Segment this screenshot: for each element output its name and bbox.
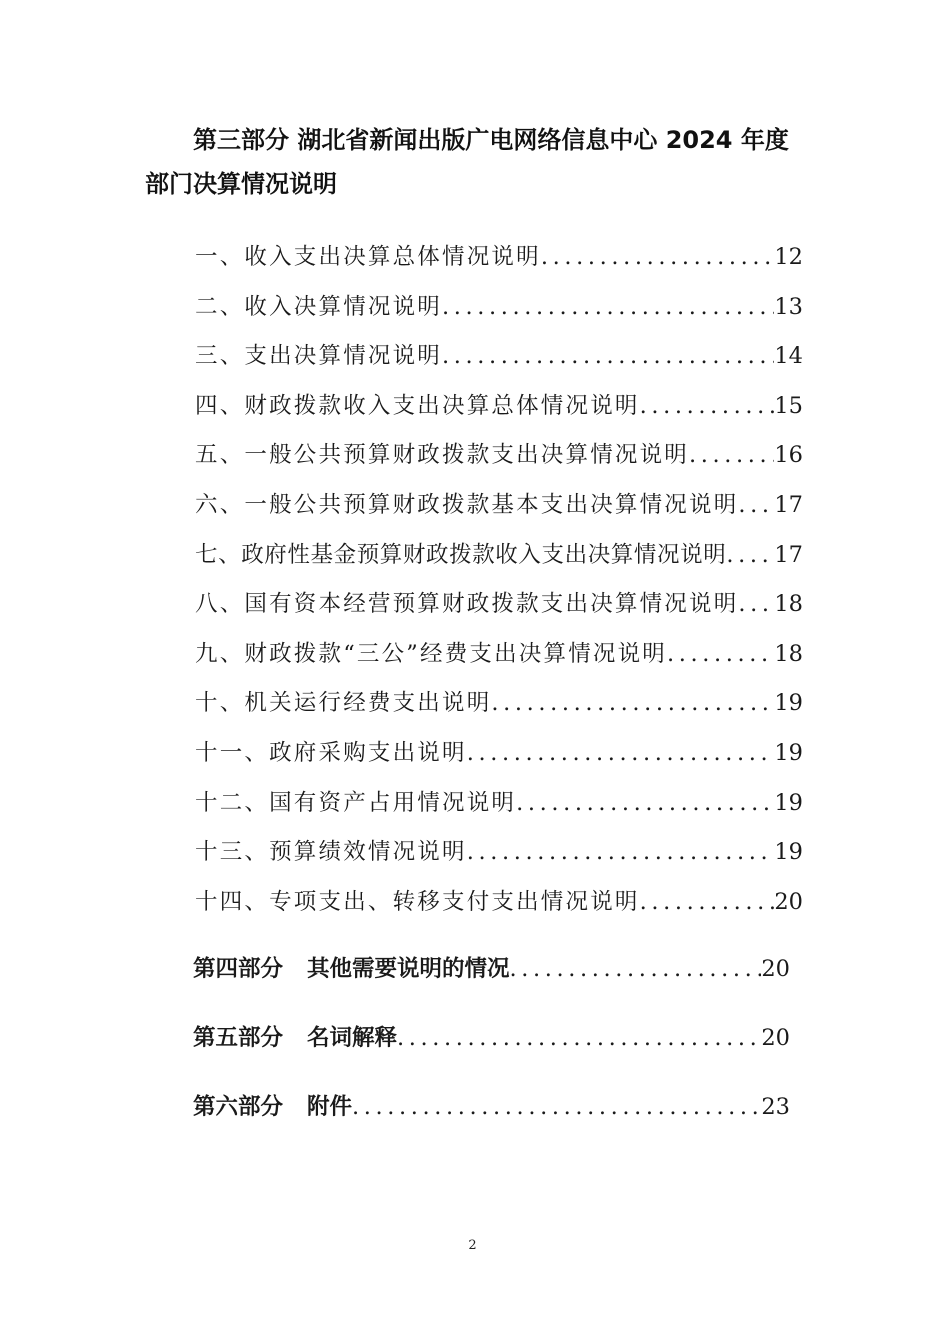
toc-entry[interactable] bbox=[195, 580, 803, 630]
toc-leader-dots bbox=[667, 630, 774, 680]
toc-entry-page: 18 bbox=[774, 591, 803, 618]
part-entry-label bbox=[193, 1004, 397, 1073]
toc-entry-page: 19 bbox=[774, 839, 803, 866]
toc-leader-dots bbox=[640, 878, 775, 928]
toc-entry-label: 三、支出决算情况说明 bbox=[195, 343, 443, 370]
toc-entry[interactable] bbox=[195, 481, 803, 531]
part-entry-page: 23 bbox=[761, 1094, 790, 1120]
toc-entry[interactable] bbox=[195, 729, 803, 779]
toc-entry-page: 17 bbox=[774, 491, 803, 518]
toc-leader-dots bbox=[738, 481, 774, 531]
part-entry[interactable] bbox=[193, 1004, 790, 1073]
toc-entry-label: 二、收入决算情况说明 bbox=[195, 293, 443, 320]
part-title: 其他需要说明的情况 bbox=[307, 956, 510, 982]
part-entry-label bbox=[193, 935, 510, 1004]
heading-line-1: 第三部分 湖北省新闻出版广电网络信息中心 2024 年度 bbox=[193, 126, 789, 154]
part-entry-page: 20 bbox=[761, 1025, 790, 1051]
part-entry[interactable] bbox=[193, 1073, 790, 1142]
toc-leader-dots bbox=[738, 580, 774, 630]
toc-entry-page: 12 bbox=[774, 244, 803, 270]
heading-line-2: 部门决算情况说明 bbox=[145, 170, 337, 198]
part-title: 名词解释 bbox=[307, 1025, 398, 1051]
toc-entry-page: 13 bbox=[774, 293, 803, 320]
toc-entry[interactable] bbox=[195, 630, 803, 680]
page-number: 2 bbox=[468, 1238, 477, 1253]
part-entry-page: 20 bbox=[761, 956, 790, 982]
toc-leader-dots bbox=[491, 679, 774, 729]
toc-leader-dots bbox=[726, 531, 774, 581]
toc-entry-page: 16 bbox=[774, 442, 803, 469]
toc-entry-label: 九、财政拨款“三公”经费支出决算情况说明 bbox=[195, 640, 668, 667]
toc-entry-label: 六、一般公共预算财政拨款基本支出决算情况说明 bbox=[195, 491, 739, 518]
toc-entry-label: 五、一般公共预算财政拨款支出决算情况说明 bbox=[195, 442, 690, 469]
toc-entry[interactable] bbox=[195, 878, 803, 928]
toc-entry-label: 十二、国有资产占用情况说明 bbox=[195, 789, 517, 816]
toc-entry-label: 十四、专项支出、转移支付支出情况说明 bbox=[195, 888, 640, 915]
part-leader-dots bbox=[510, 935, 762, 1004]
part-entry-label bbox=[193, 1073, 352, 1142]
toc-leader-dots bbox=[689, 431, 774, 481]
toc-entry-page: 20 bbox=[774, 888, 803, 915]
toc-entry-label: 十、机关运行经费支出说明 bbox=[195, 690, 492, 717]
part-leader-dots bbox=[352, 1073, 761, 1142]
toc-entry-page: 19 bbox=[774, 789, 803, 816]
toc-entry[interactable] bbox=[195, 233, 803, 283]
part-leader-dots bbox=[397, 1004, 761, 1073]
toc-entry-page: 18 bbox=[774, 640, 803, 667]
toc-entry-label: 一、收入支出决算总体情况说明 bbox=[195, 244, 541, 270]
part-title: 附件 bbox=[307, 1094, 353, 1120]
toc-entry[interactable] bbox=[195, 382, 803, 432]
toc-entry-page: 17 bbox=[774, 541, 803, 568]
toc-entry[interactable] bbox=[195, 283, 803, 333]
toc-leader-dots bbox=[442, 283, 774, 333]
toc-leader-dots bbox=[541, 233, 775, 283]
toc-entry[interactable] bbox=[195, 531, 803, 581]
toc-entry[interactable] bbox=[195, 779, 803, 829]
toc-entry-label: 七、政府性基金预算财政拨款收入支出决算情况说明 bbox=[195, 541, 727, 568]
part-list bbox=[193, 935, 790, 1142]
toc-entry[interactable] bbox=[195, 679, 803, 729]
toc-leader-dots bbox=[516, 779, 774, 829]
toc-leader-dots bbox=[467, 828, 775, 878]
toc-entry[interactable] bbox=[195, 828, 803, 878]
toc-leader-dots bbox=[467, 729, 775, 779]
toc-entry-page: 19 bbox=[774, 690, 803, 717]
table-of-contents bbox=[195, 233, 803, 927]
toc-leader-dots bbox=[442, 332, 774, 382]
part-entry[interactable] bbox=[193, 935, 790, 1004]
toc-entry-page: 19 bbox=[774, 739, 803, 766]
toc-entry-label: 十一、政府采购支出说明 bbox=[195, 739, 467, 766]
toc-entry-label: 四、财政拨款收入支出决算总体情况说明 bbox=[195, 392, 640, 419]
section-heading bbox=[145, 118, 805, 206]
toc-entry[interactable] bbox=[195, 431, 803, 481]
toc-leader-dots bbox=[640, 382, 775, 432]
toc-entry-label: 八、国有资本经营预算财政拨款支出决算情况说明 bbox=[195, 591, 739, 618]
part-number: 第六部分 bbox=[193, 1094, 284, 1120]
toc-entry-label: 十三、预算绩效情况说明 bbox=[195, 839, 467, 866]
toc-entry-page: 15 bbox=[774, 392, 803, 419]
part-number: 第四部分 bbox=[193, 956, 284, 982]
part-number: 第五部分 bbox=[193, 1025, 284, 1051]
toc-entry-page: 14 bbox=[774, 343, 803, 370]
toc-entry[interactable] bbox=[195, 332, 803, 382]
